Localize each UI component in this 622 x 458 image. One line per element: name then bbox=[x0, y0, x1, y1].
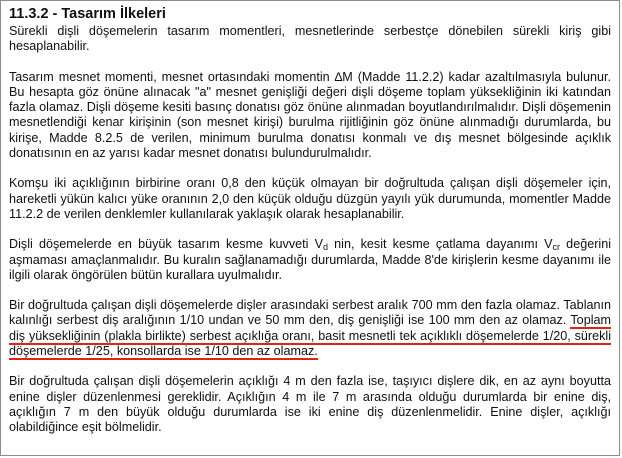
highlighted-depth-ratio-rule: Toplam diş yüksekliğinin (plakla birlikte) serbest açıklığa oranı, basit mesnetli tek açıklıklı döşemelerde 1/20, sürekli döşemelerde 1/25, konsollarda ise 1/10 den az olamaz. bbox=[9, 313, 611, 359]
section-heading: 11.3.2 - Tasarım İlkeleri bbox=[9, 6, 166, 22]
shear-text-1: Dişli döşemelerde en büyük tasarım kesme kuvveti V bbox=[9, 237, 323, 252]
rib-dimensions-text: Bir doğrultuda çalışan dişli döşemelerde dişler arasındaki serbest aralık 700 mm den fazla olamaz. Tablanın kalınlığı serbest diş aralığının 1/10 undan ve 50 mm den, diş genişliği ise 100 mm den az olamaz. bbox=[9, 298, 611, 328]
shear-subscript-d: d bbox=[322, 242, 328, 253]
paragraph-shear-force bbox=[9, 237, 611, 283]
paragraph-continuous-beam: Sürekli dişli döşemelerin tasarım momentleri, mesnetlerinde serbestçe dönebilen sürekli kiriş gibi hesaplanabilir. bbox=[9, 24, 611, 54]
shear-subscript-cr: cr bbox=[552, 242, 561, 253]
paragraph-support-moment: Tasarım mesnet momenti, mesnet ortasındaki momentin ∆M (Madde 11.2.2) kadar azaltılmasıyla bulunur. Bu hesapta göz önüne alınacak "a" mesnet genişliği değeri dişli döşeme toplam yüksekliğinin iki katından fazla olamaz. Dişli döşeme kesiti basınç donatısı göz önüne alınmadan boyutlandırılmalıdır. Dişli döşemenin mesnetlendiği kenar kirişinin (son mesnet kirişi) burulma rijitliğinin göz önüne alınmadığı durumlarda, bu kirişe, Madde 8.2.5 de verilen, minimum burulma donatısı konmalı ve dış mesnet bölgesinde açıklık donatısının en az yarısı kadar mesnet donatısı bulundurulmalıdır. bbox=[9, 69, 611, 161]
paragraph-approximate-moments: Komşu iki açıklığının birbirine oranı 0,8 den küçük olmayan bir doğrultuda çalışan dişli döşemeler için, hareketli yükün kalıcı yüke oranının 2,0 den küçük olduğu düzgün yayılı yük durumunda, momentler Madde 11.2.2 de verilen denklemler kullanılarak yaklaşık olarak hesaplanabilir. bbox=[9, 176, 611, 221]
paragraph-rib-dimensions bbox=[9, 298, 611, 359]
shear-text-2: nin, kesit kesme çatlama dayanımı V bbox=[328, 237, 553, 252]
shear-text-3: değerini aşmaması amaçlanmalıdır. Bu kuralın sağlanamadığı durumlarda, Madde 8'de kirişlerin kesme dayanımı ile ilgili olarak öngörülen bütün kurallara uyulmalıdır. bbox=[9, 237, 611, 282]
paragraph-transverse-ribs: Bir doğrultuda çalışan dişli döşemelerin açıklığı 4 m den fazla ise, taşıyıcı dişlere dik, en az aynı boyutta enine dişler düzenlenmesi gereklidir. Açıklığın 4 m ile 7 m arasında olduğu durumlarda bir enine diş, açıklığın 7 m den büyük olduğu durumlarda ise iki enine diş düzenlenmelidir. Enine dişler, açıklığı olabildiğince eşit bölmelidir. bbox=[9, 374, 611, 435]
